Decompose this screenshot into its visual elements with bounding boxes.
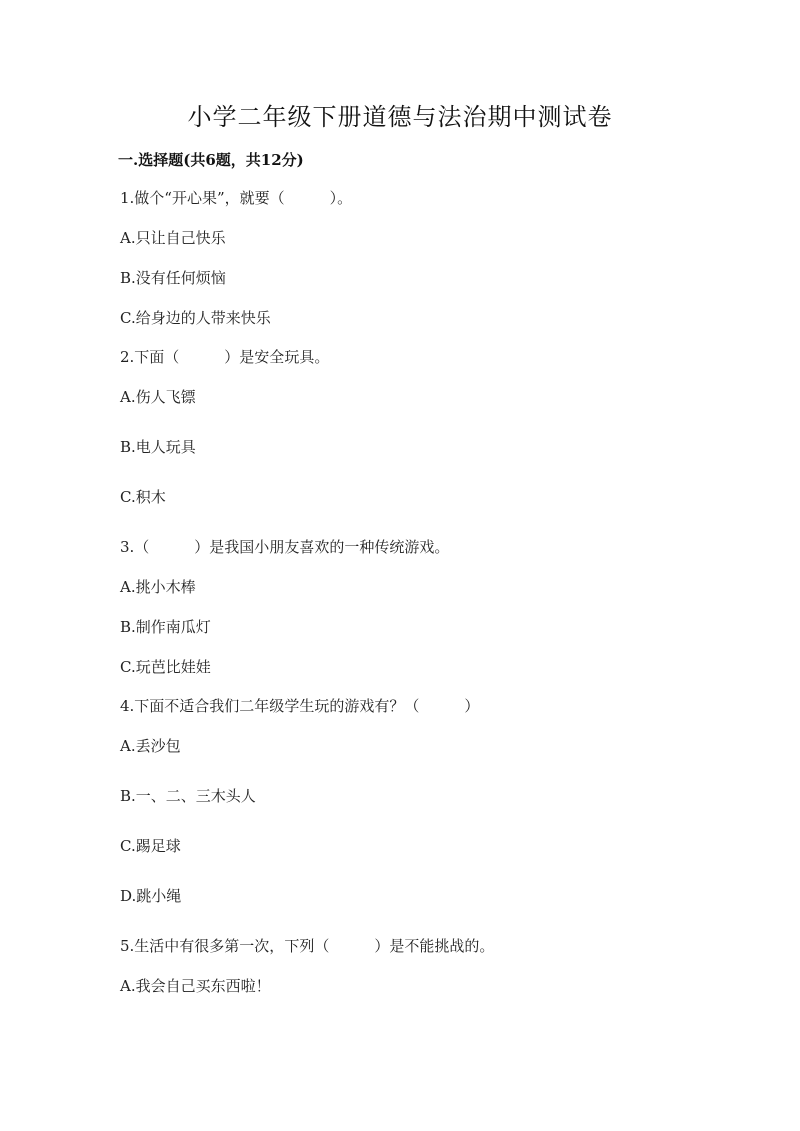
question-5-option-a: A.我会自己买东西啦！ bbox=[120, 977, 271, 995]
question-3-option-c: C.玩芭比娃娃 bbox=[120, 658, 211, 676]
section-header: 一.选择题(共6题，共12分) bbox=[118, 151, 304, 169]
page-title: 小学二年级下册道德与法治期中测试卷 bbox=[187, 103, 613, 131]
question-4-option-c: C.踢足球 bbox=[120, 837, 181, 855]
question-1-option-c: C.给身边的人带来快乐 bbox=[120, 309, 271, 327]
question-2-option-b: B.电人玩具 bbox=[120, 438, 196, 456]
question-4-option-a: A.丢沙包 bbox=[120, 737, 181, 755]
question-4: 4.下面不适合我们二年级学生玩的游戏有？（ ） bbox=[120, 697, 480, 715]
question-2-option-a: A.伤人飞镖 bbox=[120, 388, 196, 406]
question-3-option-a: A.挑小木棒 bbox=[120, 578, 196, 596]
question-4-option-d: D.跳小绳 bbox=[120, 887, 182, 905]
question-1-option-a: A.只让自己快乐 bbox=[120, 229, 226, 247]
question-5: 5.生活中有很多第一次，下列（ ）是不能挑战的。 bbox=[120, 937, 495, 955]
question-4-option-b: B.一、二、三木头人 bbox=[120, 787, 256, 805]
question-3: 3.（ ）是我国小朋友喜欢的一种传统游戏。 bbox=[120, 538, 450, 556]
question-2-option-c: C.积木 bbox=[120, 488, 166, 506]
question-1-option-b: B.没有任何烦恼 bbox=[120, 269, 226, 287]
question-3-option-b: B.制作南瓜灯 bbox=[120, 618, 211, 636]
question-2: 2.下面（ ）是安全玩具。 bbox=[120, 348, 330, 366]
question-1: 1.做个“开心果”，就要（ ）。 bbox=[120, 189, 353, 207]
